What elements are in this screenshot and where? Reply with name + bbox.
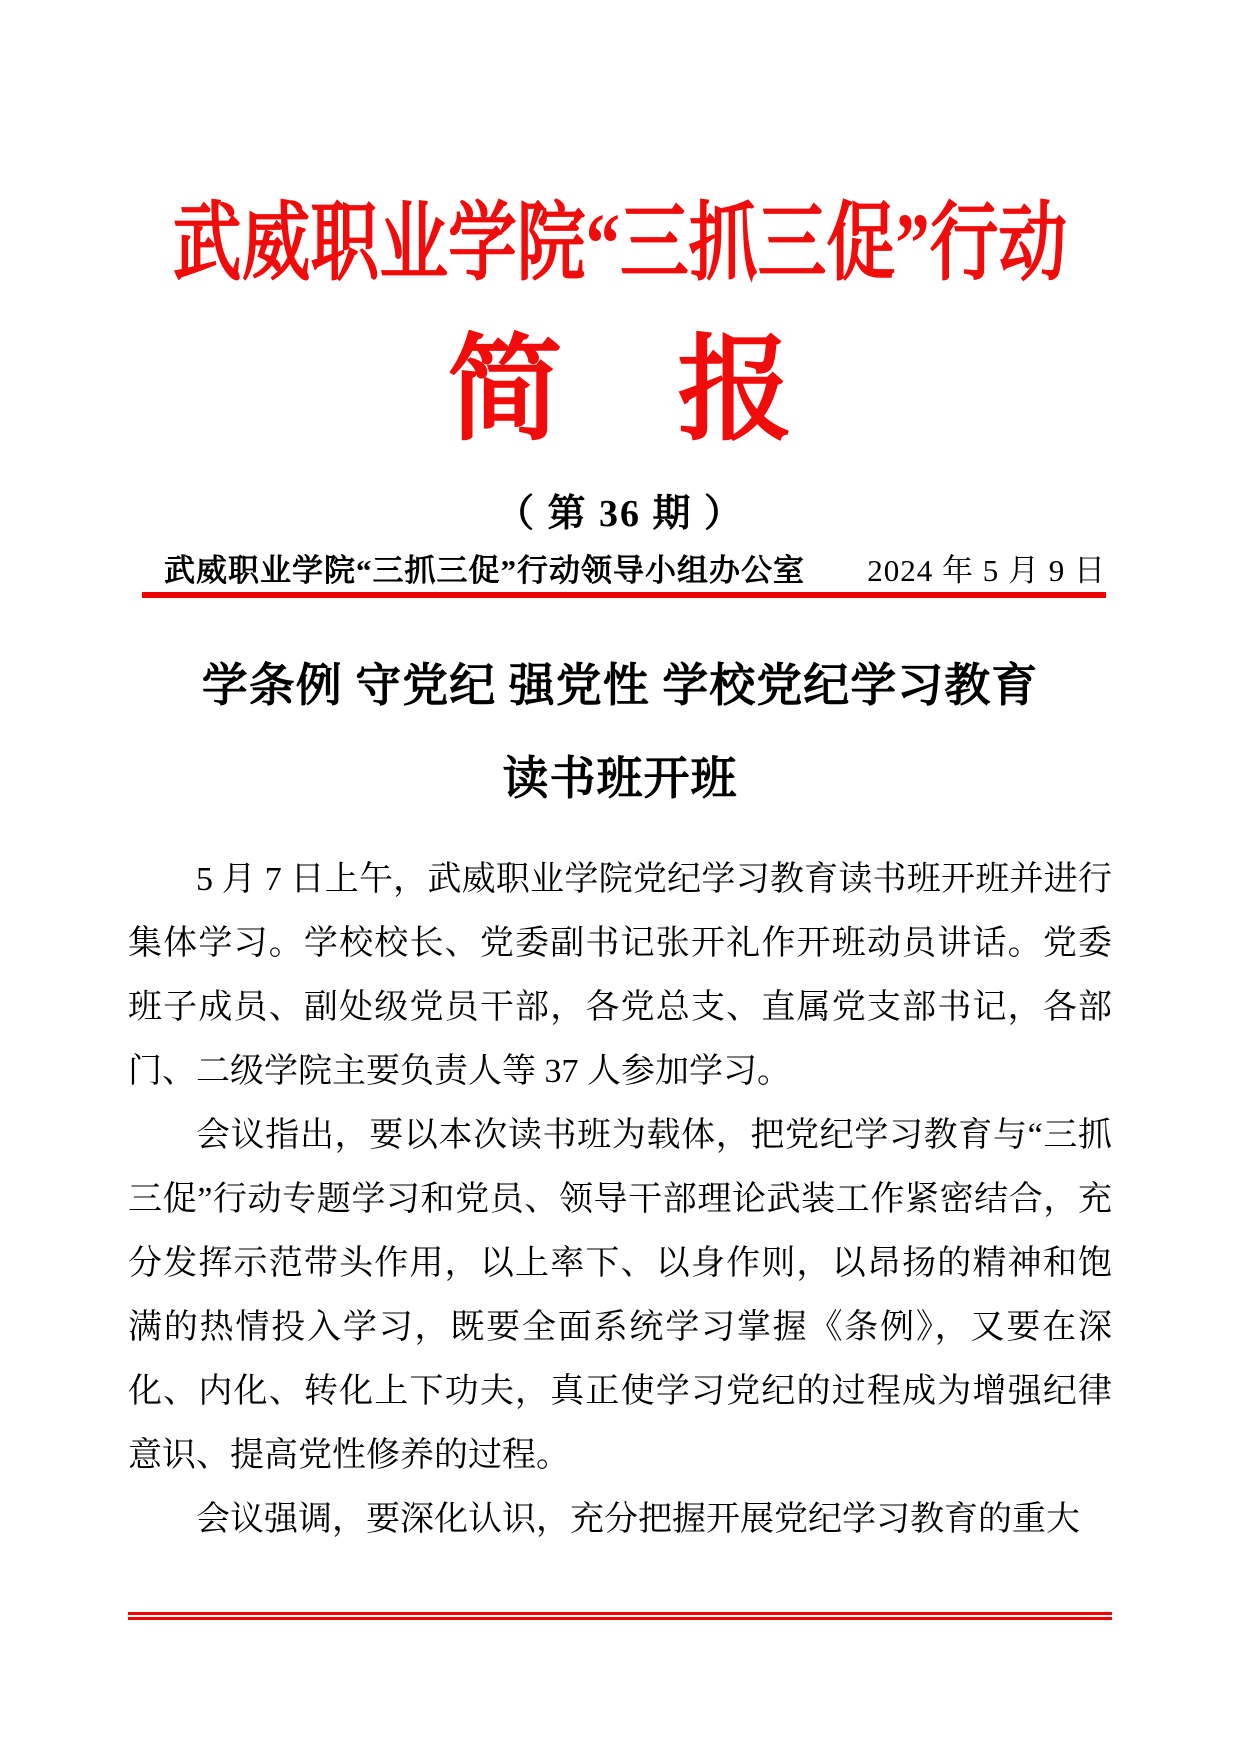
article-heading-line1: 学条例 守党纪 强党性 学校党纪学习教育 [201, 660, 1039, 711]
bulletin-title: 简 报 [447, 327, 793, 454]
issue-date: 2024 年 5 月 9 日 [867, 553, 1106, 588]
masthead-title [0, 193, 1240, 293]
paragraph-3: 会议强调，要深化认识，充分把握开展党纪学习教育的重大 [196, 1501, 1080, 1538]
paragraph-1: 5 月 7 日上午，武威职业学院党纪学习教育读书班开班并进行集体学习。学校校长、党委副书记张开礼作开班动员讲话。党委班子成员、副处级党员干部，各党总支、直属党支部书记，各部门、二级学院主要负责人等 37 人参加学习。 [128, 861, 1112, 1090]
issue-number: （ 第 36 期 ） [495, 493, 744, 535]
publisher-name: 武威职业学院“三抓三促”行动领导小组办公室 [164, 553, 805, 588]
article-heading-line2: 读书班开班 [502, 753, 738, 804]
masthead [0, 0, 1240, 535]
article-heading [128, 639, 1112, 825]
masthead-title-text: 武威职业学院“三抓三促”行动 [172, 195, 1068, 291]
article-body [128, 848, 1112, 1552]
footer-rule [128, 1612, 1112, 1620]
paragraph-2: 会议指出，要以本次读书班为载体，把党纪学习教育与“三抓三促”行动专题学习和党员、领导干部理论武装工作紧密结合，充分发挥示范带头作用，以上率下、以身作则，以昂扬的精神和饱满的热情投入学习，既要全面系统学习掌握《条例》，又要在深化、内化、转化上下功夫，真正使学习党纪的过程成为增强纪律意识、提高党性修养的过程。 [128, 1117, 1112, 1474]
header-rule [142, 592, 1106, 598]
publisher-date-row [128, 553, 1112, 589]
